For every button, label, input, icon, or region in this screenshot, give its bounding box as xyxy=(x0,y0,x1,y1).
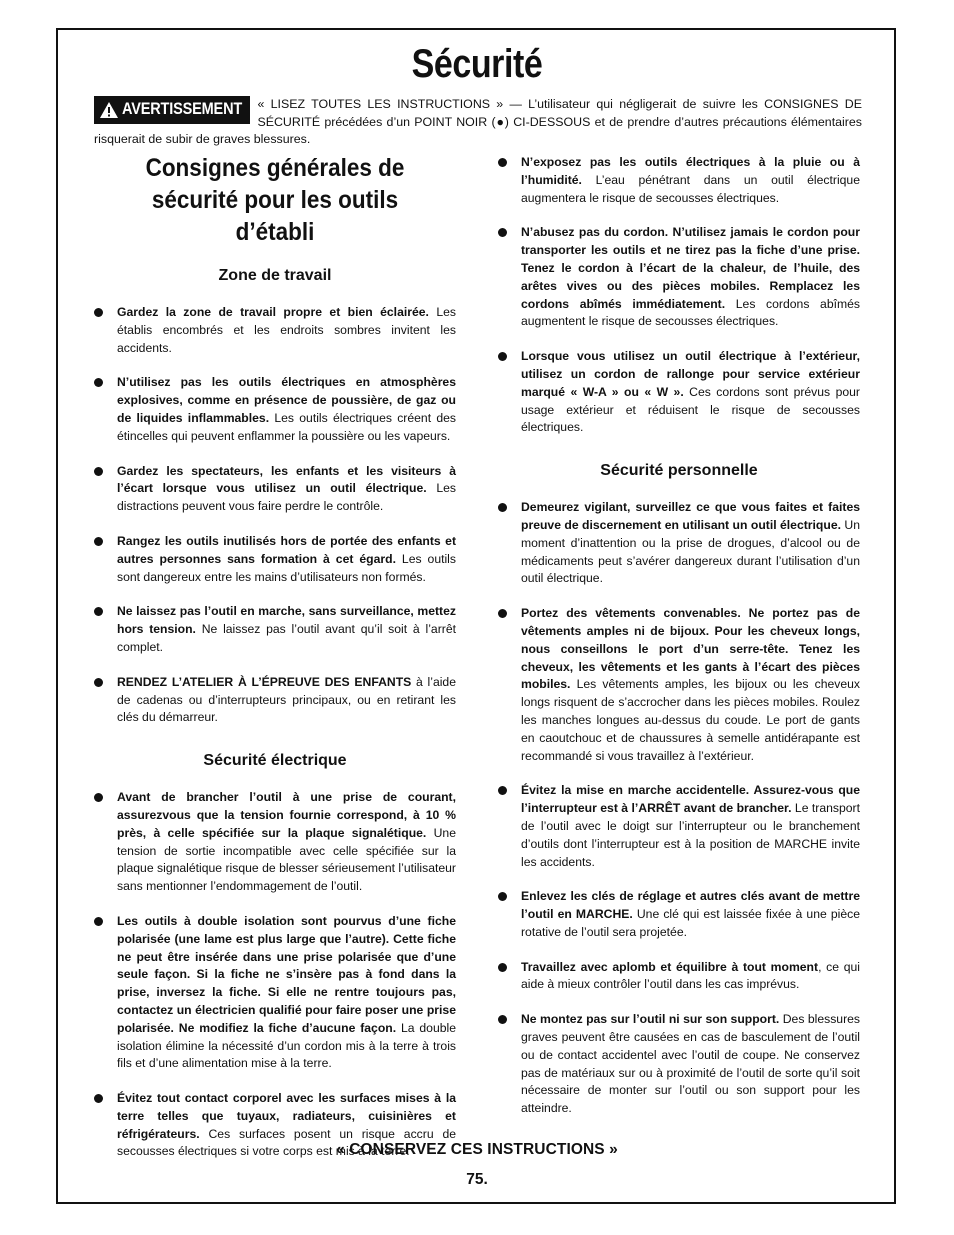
item-bold: Rangez les outils inutilisés hors de portée des enfants et autres personnes sans formation à cet égard. xyxy=(117,533,456,566)
left-column xyxy=(94,152,456,1161)
list-item xyxy=(498,888,860,941)
list-item xyxy=(498,154,860,207)
item-text: Ne laissez pas l’outil avant qu’il soit à l’arrêt complet. xyxy=(117,622,456,654)
list-item xyxy=(498,959,860,995)
list-item xyxy=(498,348,860,437)
warning-label: AVERTISSEMENT xyxy=(122,100,243,119)
item-text: L’eau pénétrant dans un outil électrique augmentera le risque de secousses électriques. xyxy=(521,172,860,205)
bullet-icon xyxy=(498,963,507,972)
item-bold: Lorsque vous utilisez un outil électrique à l’extérieur, utilisez un cordon de rallonge pour service extérieur marqué « W-A » ou « W ». xyxy=(521,349,860,399)
list-item xyxy=(94,913,456,1073)
bullet-icon xyxy=(498,609,507,618)
warning-triangle-icon xyxy=(99,101,119,119)
item-bold: Portez des vêtements convenables. Ne portez pas de vêtements amples ni de bijoux. Pour les cheveux longs, nous conseillons le port d’un serre-tête. Tenez les cheveux, les vêtements et les gants à l’écart des pièces mobiles. xyxy=(521,606,860,692)
bullet-icon xyxy=(498,786,507,795)
item-bold: Ne montez pas sur l’outil ni sur son support. xyxy=(521,1012,780,1027)
bullet-icon xyxy=(94,308,103,317)
page-number: 75. xyxy=(466,1171,488,1188)
bullet-icon xyxy=(498,158,507,167)
main-heading-line2: sécurité pour les outils d’établi xyxy=(151,186,399,246)
list-item xyxy=(498,499,860,588)
item-text: Une tension de sortie incompatible avec celle spécifiée sur la plaque signalétique risque de blesser sérieusement l’utilisateur sans mentionner l’endommagement de l’outil. xyxy=(117,825,456,894)
page-title: Sécurité xyxy=(411,42,543,86)
list-item xyxy=(94,674,456,727)
item-bold: Évitez la mise en marche accidentelle. Assurez-vous que l’interrupteur est à l’ARRÊT avant de brancher. xyxy=(521,783,860,816)
main-heading-line1: Consignes générales de xyxy=(145,154,405,182)
item-text: Les distractions peuvent vous faire perdre le contrôle. xyxy=(117,481,456,514)
bullet-icon xyxy=(94,1094,103,1103)
item-text: Ces surfaces posent un risque accru de secousses électriques si votre corps est mis à la terre. xyxy=(117,1126,456,1159)
item-text: Des blessures graves peuvent être causées en cas de basculement de l’outil ou de contact accidentel avec l’outil de coupe. Ne conservez pas de matériaux sur ou à proximité de l’outil de sorte qu’il soit nécessaire de monter sur l’outil ou son support pour les atteindre. xyxy=(521,1012,860,1116)
item-bold: Enlevez les clés de réglage et autres clés avant de mettre l’outil en MARCHE. xyxy=(521,889,860,922)
item-text: à l’aide de cadenas ou d’interrupteurs principaux, ou en retirant les clés du démarreur. xyxy=(117,674,456,725)
bullet-icon xyxy=(94,537,103,546)
item-bold: Évitez tout contact corporel avec les surfaces mises à la terre telles que tuyaux, radiateurs, cuisinières et réfrigérateurs. xyxy=(117,1091,456,1141)
bullet-icon xyxy=(94,917,103,926)
item-bold: N’utilisez pas les outils électriques en atmosphères explosives, comme en présence de poussière, de gaz ou de liquides inflammables. xyxy=(117,375,456,425)
item-bold: N’exposez pas les outils électriques à la pluie ou à l’humidité. xyxy=(521,155,860,187)
item-text: Les établis encombrés et les endroits sombres invitent les accidents. xyxy=(117,305,456,355)
right-column xyxy=(498,152,860,1118)
item-text: La double isolation élimine la nécessité d’un cordon mis à la terre à trois fils et d’une alimentation mise à la terre. xyxy=(117,1020,456,1071)
warning-badge xyxy=(94,96,250,124)
bullet-icon xyxy=(94,678,103,687)
item-bold: Demeurez vigilant, surveillez ce que vous faites et faites preuve de discernement en utilisant un outil électrique. xyxy=(521,500,860,532)
item-bold: Gardez les spectateurs, les enfants et les visiteurs à l’écart lorsque vous utilisez un outil électrique. xyxy=(117,463,456,496)
bullet-icon xyxy=(498,228,507,237)
bullet-icon xyxy=(498,1015,507,1024)
item-text: Un moment d’inattention ou la prise de drogues, d’alcool ou de médicaments peut s’avérer dangereux durant l’utilisation d’un outil électrique. xyxy=(521,517,860,586)
item-text: Les outils sont dangereux entre les mains d’utilisateurs non formés. xyxy=(117,551,456,584)
bullet-icon xyxy=(94,378,103,387)
heading-securite-personnelle: Sécurité personnelle xyxy=(600,462,758,480)
list-item xyxy=(498,1011,860,1118)
item-text: Les outils électriques créent des étincelles qui peuvent enflammer la poussière ou les vapeurs. xyxy=(117,410,456,443)
warning-block xyxy=(94,96,862,149)
item-text: Ces cordons sont prévus pour usage extérieur et réduisent le risque de secousses électriques. xyxy=(521,384,860,435)
bullet-icon xyxy=(94,467,103,476)
list-item xyxy=(94,789,456,896)
main-heading xyxy=(112,152,438,248)
list-item xyxy=(498,782,860,871)
warning-text: « LISEZ TOUTES LES INSTRUCTIONS » — L’utilisateur qui négligerait de suivre les CONSIGNES DE SÉCURITÉ précédées d’un POINT NOIR (●) CI-DESSOUS et de prendre d’autres précautions élémentaires risquerait de subir de graves blessures. xyxy=(94,97,862,146)
item-bold: Gardez la zone de travail propre et bien éclairée. xyxy=(117,305,429,319)
item-bold: Les outils à double isolation sont pourvus d’une fiche polarisée (une lame est plus large que l’autre). Cette fiche ne peut être insérée dans une prise polarisée que d’une seule façon. Si la fiche ne s’insère pas à fond dans la prise, inversez la fiche. Si elle ne rentre toujours pas, contactez un électricien qualifié pour faire poser une prise polarisée. Ne modifiez la fiche d’aucune façon. xyxy=(117,913,456,1035)
bullet-icon xyxy=(498,352,507,361)
item-bold: RENDEZ L’ATELIER À L’ÉPREUVE DES ENFANTS xyxy=(117,674,412,689)
bullet-icon xyxy=(94,607,103,616)
heading-zone-travail: Zone de travail xyxy=(218,267,332,284)
list-item xyxy=(94,603,456,656)
item-bold: Avant de brancher l’outil à une prise de courant, assurezvous que la tension fournie correspond, à 10 % près, à celle spécifiée sur la plaque signalétique. xyxy=(117,790,456,840)
list-item xyxy=(94,463,456,516)
list-item xyxy=(94,304,456,357)
item-text: Les cordons abîmés augmentent le risque de secousses électriques. xyxy=(521,296,861,329)
item-text: Les vêtements amples, les bijoux ou les cheveux longs risquent de s’accrocher dans les pièces mobiles. Roulez les manches longues au-dessus du coude. Le port de gants en caoutchouc et de chaussures à semelle antidérapante est recommandé si vous travaillez à l’extérieur. xyxy=(521,677,860,763)
list-item xyxy=(498,224,860,331)
item-text: , ce qui aide à mieux contrôler l’outil dans les cas imprévus. xyxy=(521,959,861,992)
list-item xyxy=(94,374,456,445)
bullet-icon xyxy=(498,503,507,512)
item-bold: N’abusez pas du cordon. N’utilisez jamais le cordon pour transporter les outils et ne tirez pas la fiche d’une prise. Tenez le cordon à l’écart de la chaleur, de l’huile, des arêtes vives ou des pièces mobiles. Remplacez les cordons abîmés immédiatement. xyxy=(521,225,860,311)
list-item xyxy=(498,605,860,765)
list-item xyxy=(94,533,456,586)
bullet-icon xyxy=(498,892,507,901)
item-bold: Ne laissez pas l’outil en marche, sans surveillance, mettez hors tension. xyxy=(117,604,456,637)
conserve-instructions: « CONSERVEZ CES INSTRUCTIONS » xyxy=(336,1141,618,1158)
bullet-icon xyxy=(94,793,103,802)
heading-securite-electrique: Sécurité électrique xyxy=(203,752,347,770)
item-text: Une clé qui est laissée fixée à une pièce rotative de l’outil sera projetée. xyxy=(521,907,860,939)
item-bold: Travaillez avec aplomb et équilibre à tout moment xyxy=(521,959,819,974)
item-text: Le transport de l’outil avec le doigt sur l’interrupteur ou le branchement d’outils dont l’interrupteur est à la position de MARCHE invite les accidents. xyxy=(521,801,860,869)
